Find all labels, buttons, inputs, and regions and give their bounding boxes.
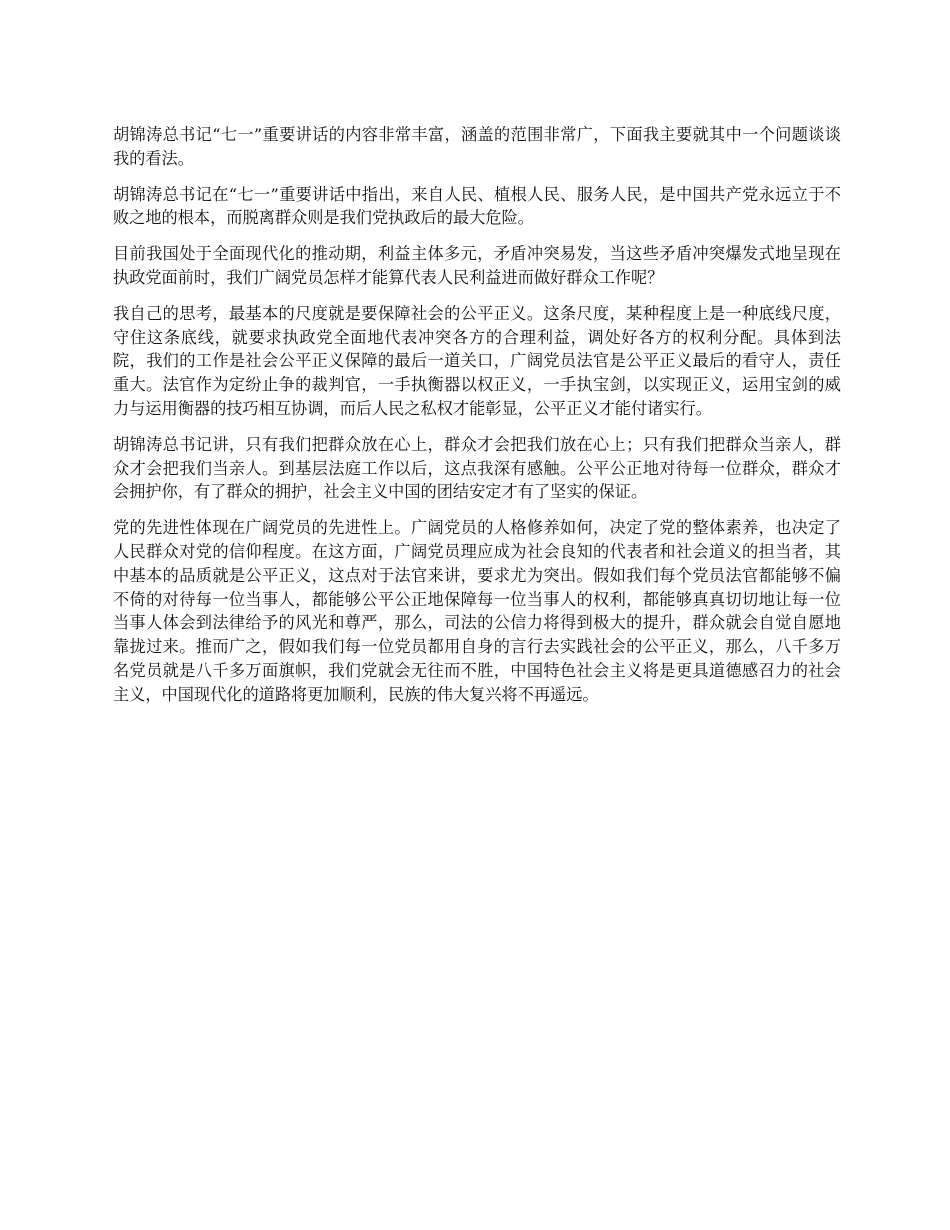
document-body: [113, 123, 841, 719]
paragraph-3: 目前我国处于全面现代化的推动期，利益主体多元，矛盾冲突易发，当这些矛盾冲突爆发式地呈现在执政党面前时，我们广阔党员怎样才能算代表人民利益进而做好群众工作呢？: [113, 244, 841, 287]
paragraph-5: 胡锦涛总书记讲，只有我们把群众放在心上，群众才会把我们放在心上；只有我们把群众当亲人，群众才会把我们当亲人。到基层法庭工作以后，这点我深有感触。公平公正地对待每一位群众，群众才会拥护你，有了群众的拥护，社会主义中国的团结安定才有了坚实的保证。: [113, 434, 841, 502]
paragraph-1: 胡锦涛总书记“七一”重要讲话的内容非常丰富，涵盖的范围非常广，下面我主要就其中一个问题谈谈我的看法。: [113, 125, 841, 168]
paragraph-4: 我自己的思考，最基本的尺度就是要保障社会的公平正义。这条尺度，某种程度上是一种底线尺度，守住这条底线，就要求执政党全面地代表冲突各方的合理利益，调处好各方的权利分配。具体到法院，我们的工作是社会公平正义保障的最后一道关口，广阔党员法官是公平正义最后的看守人，责任重大。法官作为定纷止争的裁判官，一手执衡器以权正义，一手执宝剑，以实现正义，运用宝剑的威力与运用衡器的技巧相互协调，而后人民之私权才能彰显，公平正义才能付诸实行。: [113, 303, 841, 418]
paragraph-2: 胡锦涛总书记在“七一”重要讲话中指出，来自人民、植根人民、服务人民，是中国共产党永远立于不败之地的根本，而脱离群众则是我们党执政后的最大危险。: [113, 184, 841, 228]
paragraph-6: 党的先进性体现在广阔党员的先进性上。广阔党员的人格修养如何，决定了党的整体素养，也决定了人民群众对党的信仰程度。在这方面，广阔党员理应成为社会良知的代表者和社会道义的担当者，其中基本的品质就是公平正义，这点对于法官来讲，要求尤为突出。假如我们每个党员法官都能够不偏不倚的对待每一位当事人，都能够公平公正地保障每一位当事人的权利，都能够真真切切地让每一位当事人体会到法律给予的风光和尊严，那么，司法的公信力将得到极大的提升，群众就会自觉自愿地靠拢过来。推而广之，假如我们每一位党员都用自身的言行去实践社会的公平正义，那么，八千多万名党员就是八千多万面旗帜，我们党就会无往而不胜，中国特色社会主义将是更具道德感召力的社会主义，中国现代化的道路将更加顺利，民族的伟大复兴将不再遥远。: [113, 518, 841, 704]
